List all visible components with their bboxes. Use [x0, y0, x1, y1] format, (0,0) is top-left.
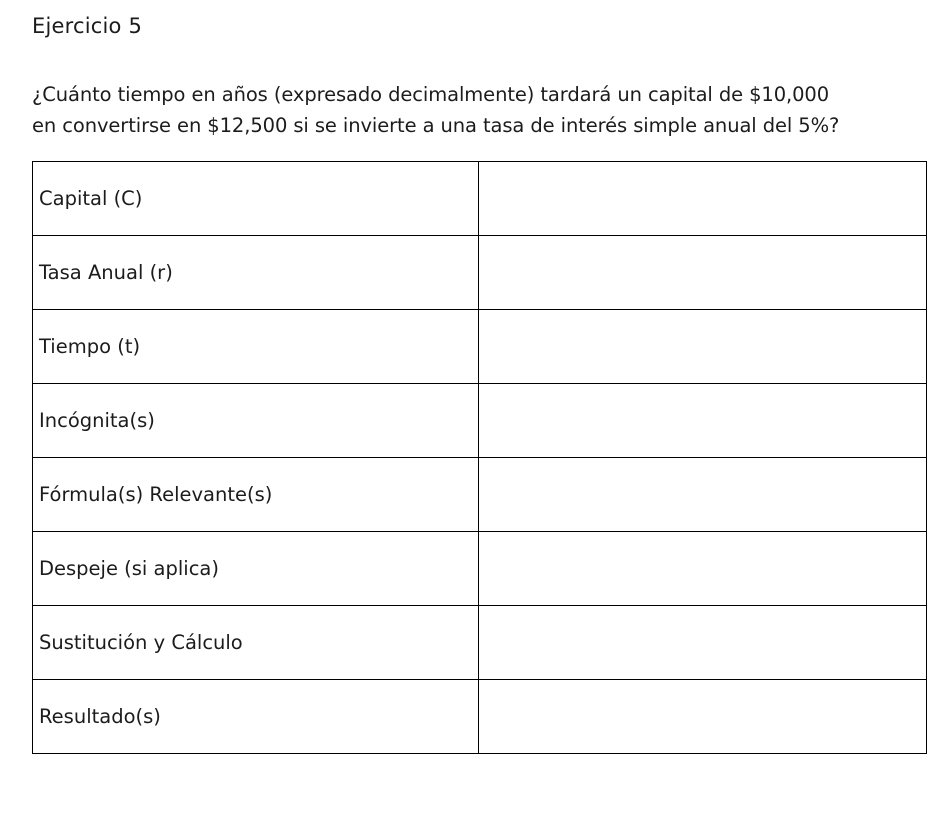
table-row-tasa — [33, 236, 927, 310]
table-row-tiempo — [33, 310, 927, 384]
solution-table — [32, 161, 927, 754]
question-text — [32, 79, 932, 141]
table-row-capital — [33, 162, 927, 236]
row-label: Resultado(s) — [33, 680, 479, 754]
table-row-resultados — [33, 680, 927, 754]
answer-cell-capital[interactable] — [479, 162, 927, 236]
answer-cell-despeje[interactable] — [479, 532, 927, 606]
answer-cell-tiempo[interactable] — [479, 310, 927, 384]
table-row-sustitucion — [33, 606, 927, 680]
row-label: Incógnita(s) — [33, 384, 479, 458]
answer-cell-tasa[interactable] — [479, 236, 927, 310]
row-label: Despeje (si aplica) — [33, 532, 479, 606]
question-line-2: en convertirse en $12,500 si se invierte a una tasa de interés simple anual del 5%? — [32, 114, 840, 137]
row-label: Sustitución y Cálculo — [33, 606, 479, 680]
table-row-incognitas — [33, 384, 927, 458]
answer-cell-formulas[interactable] — [479, 458, 927, 532]
table-row-despeje — [33, 532, 927, 606]
row-label: Tiempo (t) — [33, 310, 479, 384]
question-line-1: ¿Cuánto tiempo en años (expresado decimalmente) tardará un capital de $10,000 — [32, 83, 830, 106]
answer-cell-sustitucion[interactable] — [479, 606, 927, 680]
row-label: Tasa Anual (r) — [33, 236, 479, 310]
answer-cell-incognitas[interactable] — [479, 384, 927, 458]
row-label: Fórmula(s) Relevante(s) — [33, 458, 479, 532]
table-row-formulas — [33, 458, 927, 532]
row-label: Capital (C) — [33, 162, 479, 236]
exercise-title: Ejercicio 5 — [32, 14, 143, 38]
answer-cell-resultados[interactable] — [479, 680, 927, 754]
